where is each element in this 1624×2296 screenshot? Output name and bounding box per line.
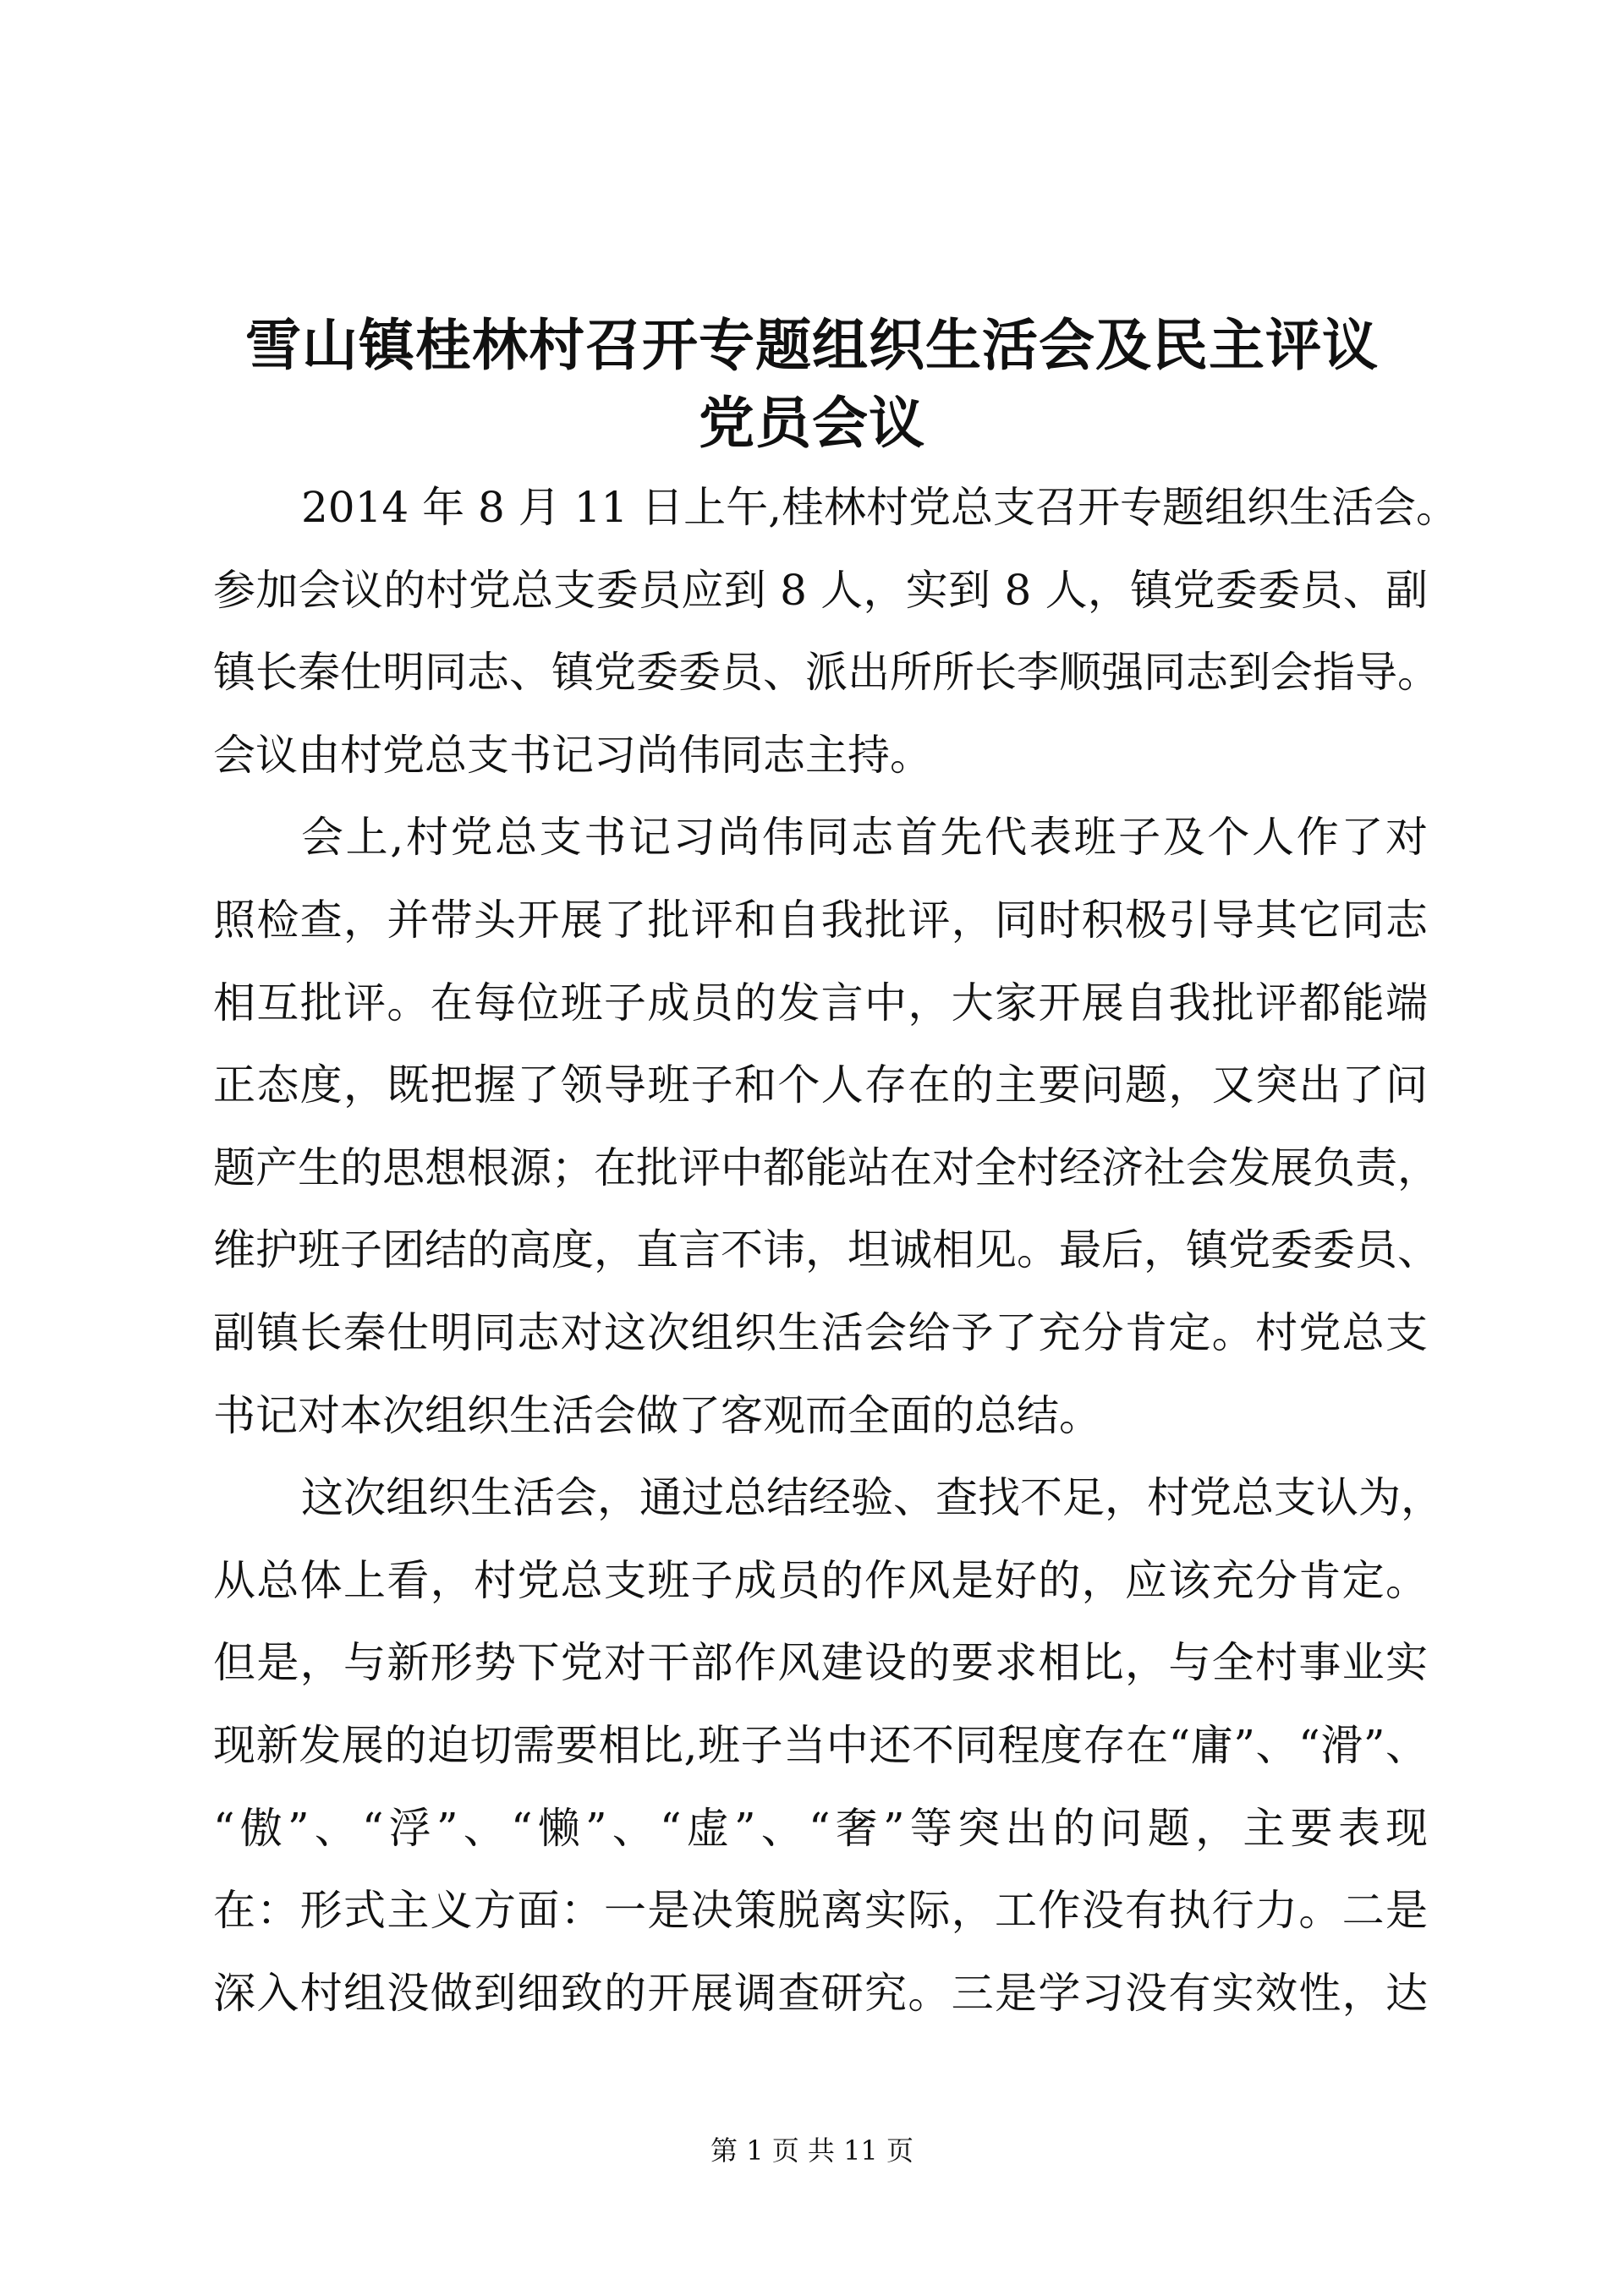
document-body — [213, 467, 1459, 2035]
paragraph-line: 相互批评。在每位班子成员的发言中，大家开展自我批评都能端 — [213, 978, 1428, 1027]
paragraph-line: 会议由村党总支书记习尚伟同志主持。 — [213, 730, 932, 780]
paragraph-line: 照检查，并带头开展了批评和自我批评，同时积极引导其它同志 — [213, 895, 1428, 945]
paragraph-line: “傲”、“浮”、“懒”、“虚”、“奢”等突出的问题，主要表现 — [213, 1803, 1428, 1853]
paragraph-line: 现新发展的迫切需要相比,班子当中还不同程度存在“庸”、“滑”、 — [213, 1720, 1428, 1770]
paragraph-line: 题产生的思想根源；在批评中都能站在对全村经济社会发展负责， — [213, 1143, 1440, 1192]
paragraph-line: 会上,村党总支书记习尚伟同志首先代表班子及个人作了对 — [301, 813, 1428, 863]
paragraph-line: 维护班子团结的高度，直言不讳，坦诚相见。最后，镇党委委员、 — [213, 1225, 1440, 1275]
paragraph-line: 参加会议的村党总支委员应到 8 人，实到 8 人，镇党委委员、副 — [213, 565, 1428, 615]
paragraph-line: 从总体上看，村党总支班子成员的作风是好的，应该充分肯定。 — [213, 1555, 1428, 1605]
paragraph-line: 这次组织生活会，通过总结经验、查找不足，村党总支认为， — [301, 1473, 1443, 1523]
paragraph-line: 正态度，既把握了领导班子和个人存在的主要问题，又突出了问 — [213, 1060, 1428, 1110]
paragraph-line: 在：形式主义方面：一是决策脱离实际，工作没有执行力。二是 — [213, 1886, 1428, 1936]
paragraph-line: 副镇长秦仕明同志对这次组织生活会给予了充分肯定。村党总支 — [213, 1307, 1428, 1357]
page-footer: 第 1 页 共 11 页 — [710, 2134, 914, 2167]
paragraph-line: 但是，与新形势下党对干部作风建设的要求相比，与全村事业实 — [213, 1638, 1428, 1688]
paragraph-line: 书记对本次组织生活会做了客观而全面的总结。 — [213, 1390, 1101, 1440]
paragraph-line: 2014 年 8 月 11 日上午,桂林村党总支召开专题组织生活会。 — [301, 483, 1459, 532]
document-title-line-1: 雪山镇桂林村召开专题组织生活会及民主评议 — [245, 313, 1379, 378]
paragraph-line: 深入村组没做到细致的开展调查研究。三是学习没有实效性，达 — [213, 1968, 1428, 2018]
document-title-line-2: 党员会议 — [699, 391, 925, 456]
paragraph-line: 镇长秦仕明同志、镇党委委员、派出所所长李顺强同志到会指导。 — [213, 648, 1440, 698]
